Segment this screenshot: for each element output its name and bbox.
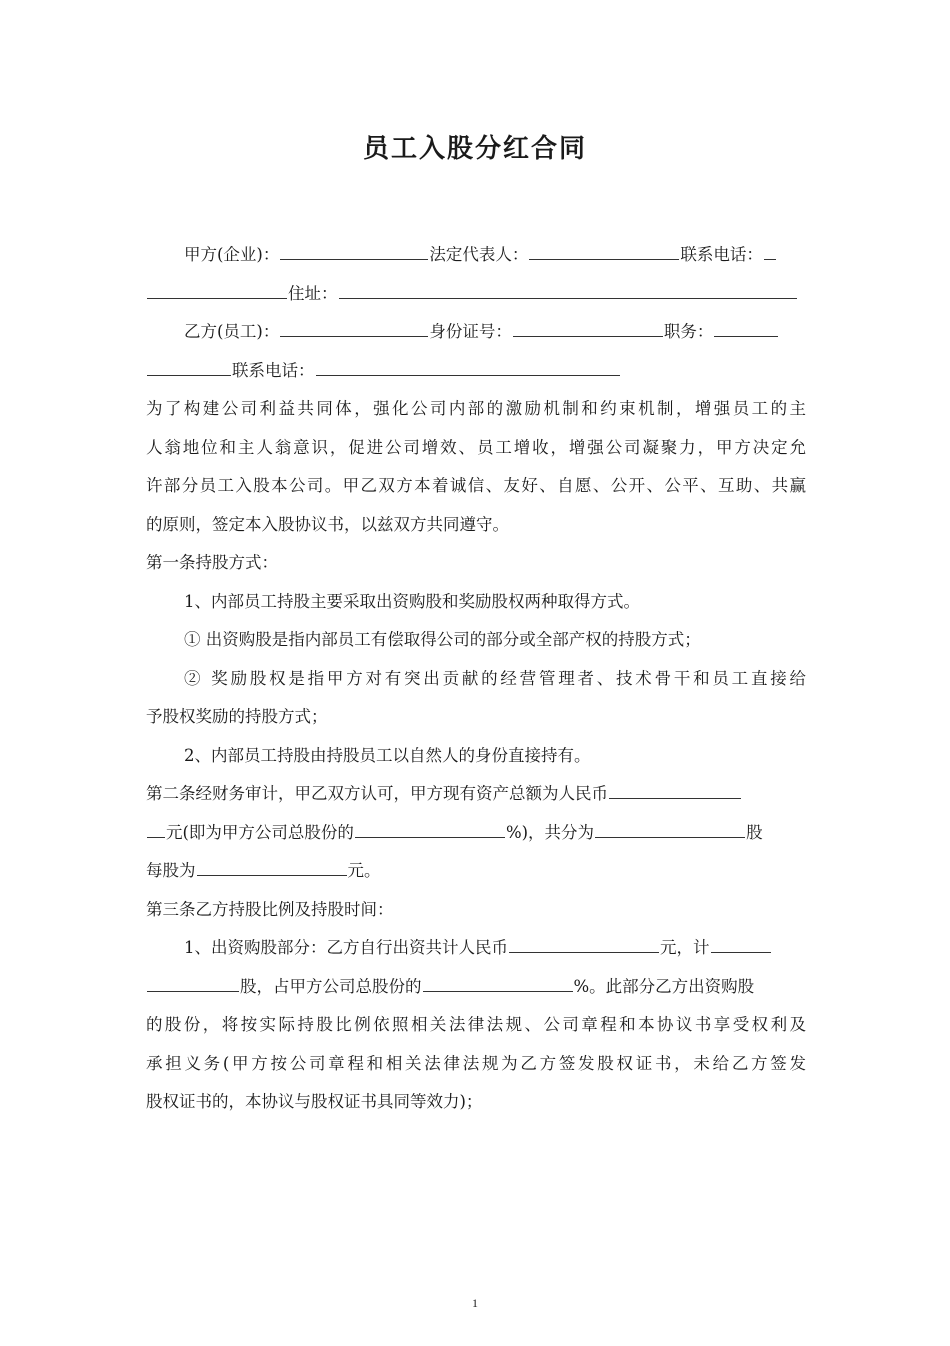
preamble-line: 许部分员工入股本公司。甲乙双方本着诚信、友好、自愿、公开、公平、互助、共赢	[146, 476, 806, 495]
article3-text: 元，计	[660, 938, 710, 957]
position-label: 职务：	[663, 322, 714, 341]
article2-line-1	[146, 779, 806, 818]
article3-line-5: 股权证书的，本协议与股权证书具同等效力)；	[146, 1092, 483, 1111]
preamble-line: 为了构建公司利益共同体，强化公司内部的激励机制和约束机制，增强员工的主	[146, 399, 806, 418]
document-body	[146, 240, 806, 1126]
percent-blank[interactable]	[355, 818, 505, 838]
legal-rep-blank[interactable]	[529, 240, 679, 260]
page-number: 1	[472, 1296, 478, 1310]
article3-line-3: 的股份，将按实际持股比例依照相关法律法规、公司章程和本协议书享受权利及	[146, 1015, 806, 1034]
company-label: 甲方(企业)：	[184, 245, 280, 264]
article1-sub1: ① 出资购股是指内部员工有偿取得公司的部分或全部产权的持股方式；	[184, 630, 701, 649]
article3-line-4: 承担义务(甲方按公司章程和相关法律法规为乙方签发股权证书，未给乙方签发	[146, 1053, 806, 1073]
article1-heading: 第一条持股方式：	[146, 553, 278, 572]
article3-line-2	[146, 972, 806, 1011]
article2-line-3	[146, 856, 806, 895]
preamble-line: 人翁地位和主人翁意识，促进公司增效、员工增收，增强公司凝聚力，甲方决定允	[146, 437, 806, 457]
employee-label: 乙方(员工)：	[184, 322, 280, 341]
preamble-line: 的原则，签定本入股协议书，以兹双方共同遵守。	[146, 514, 509, 534]
party-a-line-2	[146, 279, 806, 318]
party-a-phone-blank[interactable]	[147, 279, 287, 299]
share-percent-blank[interactable]	[423, 972, 573, 992]
investment-blank[interactable]	[509, 933, 659, 953]
article1-sub2: ② 奖励股权是指甲方对有突出贡献的经营管理者、技术骨干和员工直接给	[184, 668, 806, 688]
article2-text: 股	[746, 822, 763, 842]
company-blank[interactable]	[280, 240, 428, 260]
party-a-line-1	[146, 240, 806, 279]
article3-text: %。此部分乙方出资购股	[573, 976, 755, 996]
party-a-phone-label: 联系电话：	[680, 245, 763, 264]
article3-text: 股，占甲方公司总股份的	[240, 976, 422, 996]
article2-line-2	[146, 818, 806, 857]
article2-text: 第二条经财务审计，甲乙双方认可，甲方现有资产总额为人民币	[146, 784, 608, 803]
total-assets-blank-end[interactable]	[147, 818, 165, 838]
shares-blank[interactable]	[595, 818, 745, 838]
article1-sub2-cont: 予股权奖励的持股方式；	[146, 707, 328, 726]
article3-heading: 第三条乙方持股比例及持股时间：	[146, 899, 394, 919]
party-b-phone-blank[interactable]	[316, 356, 620, 376]
article2-text: %)，共分为	[505, 822, 595, 842]
article2-text: 元。	[347, 861, 381, 880]
position-blank[interactable]	[147, 356, 231, 376]
article3-line-1	[146, 933, 806, 972]
address-blank[interactable]	[339, 279, 797, 299]
per-share-blank[interactable]	[197, 856, 347, 876]
address-label: 住址：	[288, 283, 338, 303]
share-count-blank[interactable]	[147, 972, 239, 992]
id-label: 身份证号：	[429, 322, 512, 341]
position-blank-start[interactable]	[714, 317, 778, 337]
party-b-line-2	[146, 356, 806, 395]
party-b-line-1	[146, 317, 806, 356]
article1-item2: 2、内部员工持股由持股员工以自然人的身份直接持有。	[184, 745, 591, 765]
id-blank[interactable]	[513, 317, 663, 337]
party-a-phone-blank-start[interactable]	[764, 240, 776, 260]
party-b-phone-label: 联系电话：	[232, 360, 315, 380]
legal-rep-label: 法定代表人：	[429, 245, 529, 264]
document-title: 员工入股分红合同	[362, 134, 587, 164]
article1-item1: 1、内部员工持股主要采取出资购股和奖励股权两种取得方式。	[184, 591, 640, 611]
share-count-blank-start[interactable]	[711, 933, 771, 953]
article2-text: 每股为	[146, 861, 196, 880]
total-assets-blank[interactable]	[609, 779, 741, 799]
article3-text: 1、出资购股部分：乙方自行出资共计人民币	[184, 938, 508, 957]
employee-blank[interactable]	[280, 317, 428, 337]
article2-text: 元(即为甲方公司总股份的	[166, 822, 354, 842]
